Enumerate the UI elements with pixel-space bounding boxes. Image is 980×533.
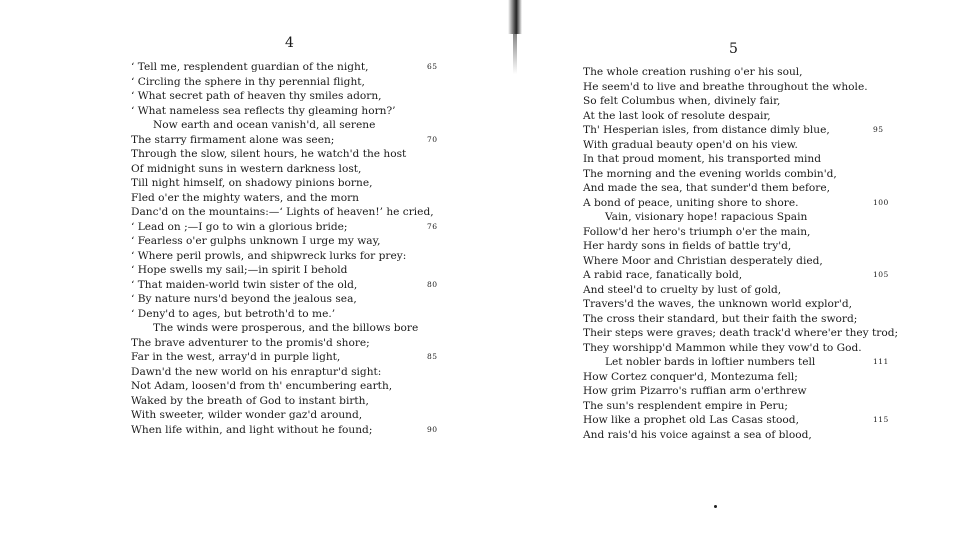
poem-line xyxy=(131,147,446,162)
poem-line xyxy=(583,123,893,138)
poem-line xyxy=(131,379,446,394)
poem-line xyxy=(583,268,893,283)
poem-line-text: The winds were prosperous, and the billows bore xyxy=(153,322,419,334)
poem-line xyxy=(583,94,893,109)
poem-line xyxy=(583,65,893,80)
poem-line-text: And rais'd his voice against a sea of blood, xyxy=(583,428,812,441)
poem-line-text: ‘ Tell me, resplendent guardian of the night, xyxy=(131,61,369,73)
poem-line xyxy=(583,239,893,254)
poem-line xyxy=(131,205,446,220)
poem-line xyxy=(131,162,446,177)
poem-line xyxy=(583,428,893,443)
poem-line xyxy=(131,75,446,90)
poem-line xyxy=(583,210,893,225)
poem-line-text: How Cortez conquer'd, Montezuma fell; xyxy=(583,370,798,383)
poem-line-text: How grim Pizarro's ruffian arm o'erthrew xyxy=(583,385,807,397)
line-number: 70 xyxy=(427,134,438,144)
poem-line xyxy=(583,109,893,124)
poem-line-text: At the last look of resolute despair, xyxy=(583,109,771,122)
line-number: 111 xyxy=(873,357,889,366)
line-number: 105 xyxy=(873,270,889,279)
poem-line xyxy=(131,191,446,206)
poem-line-text: ‘ That maiden-world twin sister of the old, xyxy=(131,278,358,291)
book-gutter-shadow xyxy=(508,0,522,34)
poem-line-text: ‘ Fearless o'er gulphs unknown I urge my way, xyxy=(131,235,381,247)
poem-line xyxy=(131,350,446,365)
line-number: 90 xyxy=(427,424,438,434)
line-number: 100 xyxy=(873,197,889,207)
poem-line-text: The morning and the evening worlds combin'd, xyxy=(583,167,837,180)
line-number: 95 xyxy=(873,125,884,134)
poem-line xyxy=(583,384,893,399)
poem-line-text: And steel'd to cruelty by lust of gold, xyxy=(583,283,782,296)
poem-line-text: Her hardy sons in fields of battle try'd, xyxy=(583,240,792,252)
poem-line-text: When life within, and light without he found; xyxy=(131,423,373,436)
line-number: 115 xyxy=(873,415,889,424)
poem-line-text: Travers'd the waves, the unknown world explor'd, xyxy=(583,298,852,310)
poem-line-text: The starry firmament alone was seen; xyxy=(131,133,335,146)
poem-line xyxy=(583,355,893,370)
poem-line xyxy=(583,80,893,95)
poem-line-text: He seem'd to live and breathe throughout the whole. xyxy=(583,80,868,93)
poem-line-text: Till night himself, on shadowy pinions borne, xyxy=(131,177,373,189)
book-gutter-shadow-tail xyxy=(513,34,517,74)
poem-line-text: The sun's resplendent empire in Peru; xyxy=(583,399,788,412)
poem-line xyxy=(583,152,893,167)
poem-line xyxy=(131,321,446,336)
poem-line-text: Danc'd on the mountains:—‘ Lights of heaven!’ he cried, xyxy=(131,206,434,218)
poem-line xyxy=(583,181,893,196)
poem-line xyxy=(131,234,446,249)
poem-line xyxy=(583,297,893,312)
poem-line xyxy=(583,196,893,211)
poem-line xyxy=(131,249,446,264)
poem-line xyxy=(583,138,893,153)
poem-line-text: ‘ Lead on ;—I go to win a glorious bride; xyxy=(131,220,348,233)
poem-line-text: Through the slow, silent hours, he watch'd the host xyxy=(131,148,407,160)
poem-line xyxy=(131,118,446,133)
poem-line xyxy=(131,307,446,322)
line-number: 85 xyxy=(427,352,438,361)
poem-line xyxy=(131,292,446,307)
poem-line-text: With sweeter, wilder wonder gaz'd around, xyxy=(131,409,363,421)
poem-line-text: The cross their standard, but their faith the sword; xyxy=(583,312,858,325)
line-number: 80 xyxy=(427,279,438,289)
poem-line xyxy=(583,283,893,298)
print-speck xyxy=(714,505,717,508)
poem-line xyxy=(131,365,446,380)
poem-line xyxy=(583,399,893,414)
poem-line-text: Fled o'er the mighty waters, and the morn xyxy=(131,191,359,204)
poem-line-text: And made the sea, that sunder'd them before, xyxy=(583,182,830,194)
poem-line-text: The brave adventurer to the promis'd shore; xyxy=(131,336,370,349)
poem-line-text: Of midnight suns in western darkness lost, xyxy=(131,162,362,175)
line-number: 65 xyxy=(427,62,438,71)
poem-line xyxy=(131,176,446,191)
poem-line xyxy=(131,60,446,75)
poem-line-text: A bond of peace, uniting shore to shore. xyxy=(583,196,799,209)
poem-line xyxy=(131,423,446,438)
poem-line-text: Follow'd her hero's triumph o'er the main, xyxy=(583,225,811,238)
poem-line-text: ‘ Circling the sphere in thy perennial flight, xyxy=(131,75,365,88)
poem-line xyxy=(583,370,893,385)
poem-line-text: Waked by the breath of God to instant birth, xyxy=(131,394,369,407)
poem-line-text: ‘ What secret path of heaven thy smiles adorn, xyxy=(131,90,382,102)
poem-line-text: How like a prophet old Las Casas stood, xyxy=(583,414,799,426)
poem-line-text: Let nobler bards in loftier numbers tell xyxy=(605,356,816,368)
poem-line-text: They worshipp'd Mammon while they vow'd to God. xyxy=(583,341,862,354)
poem-line xyxy=(131,278,446,293)
line-number: 76 xyxy=(427,221,438,231)
poem-line-text: Their steps were graves; death track'd where'er they trod; xyxy=(583,327,899,339)
poem-line xyxy=(583,341,893,356)
poem-line xyxy=(131,220,446,235)
poem-line xyxy=(131,336,446,351)
poem-line-text: Not Adam, loosen'd from th' encumbering earth, xyxy=(131,380,393,392)
poem-line-text: The whole creation rushing o'er his soul, xyxy=(583,66,803,78)
poem-line-text: Where Moor and Christian desperately died, xyxy=(583,254,823,267)
poem-line-text: ‘ Hope swells my sail;—in spirit I behold xyxy=(131,264,348,276)
left-page-poem xyxy=(131,60,446,437)
poem-line-text: A rabid race, fanatically bold, xyxy=(583,269,743,281)
poem-line-text: ‘ What nameless sea reflects thy gleaming horn?’ xyxy=(131,104,396,117)
poem-line-text: Vain, visionary hope! rapacious Spain xyxy=(605,211,808,223)
poem-line xyxy=(131,133,446,148)
poem-line xyxy=(583,254,893,269)
poem-line-text: In that proud moment, his transported mind xyxy=(583,153,821,165)
poem-line xyxy=(583,225,893,240)
poem-line-text: Dawn'd the new world on his enraptur'd sight: xyxy=(131,365,382,378)
poem-line xyxy=(583,312,893,327)
poem-line xyxy=(131,263,446,278)
poem-line-text: Th' Hesperian isles, from distance dimly blue, xyxy=(583,124,830,136)
right-page-poem xyxy=(583,65,899,442)
right-page-number: 5 xyxy=(729,41,739,57)
poem-line xyxy=(131,394,446,409)
poem-line xyxy=(131,104,446,119)
poem-line-text: ‘ Deny'd to ages, but betroth'd to me.’ xyxy=(131,307,336,320)
poem-line-text: Far in the west, array'd in purple light, xyxy=(131,351,341,363)
poem-line-text: With gradual beauty open'd on his view. xyxy=(583,138,798,151)
poem-line-text: ‘ Where peril prowls, and shipwreck lurks for prey: xyxy=(131,249,407,262)
poem-line xyxy=(583,167,893,182)
poem-line xyxy=(583,413,893,428)
poem-line-text: ‘ By nature nurs'd beyond the jealous sea, xyxy=(131,293,357,305)
poem-line xyxy=(583,326,899,341)
poem-line-text: So felt Columbus when, divinely fair, xyxy=(583,95,781,107)
left-page-number: 4 xyxy=(285,35,295,51)
poem-line-text: Now earth and ocean vanish'd, all serene xyxy=(153,119,376,131)
poem-line xyxy=(131,408,446,423)
poem-line xyxy=(131,89,446,104)
